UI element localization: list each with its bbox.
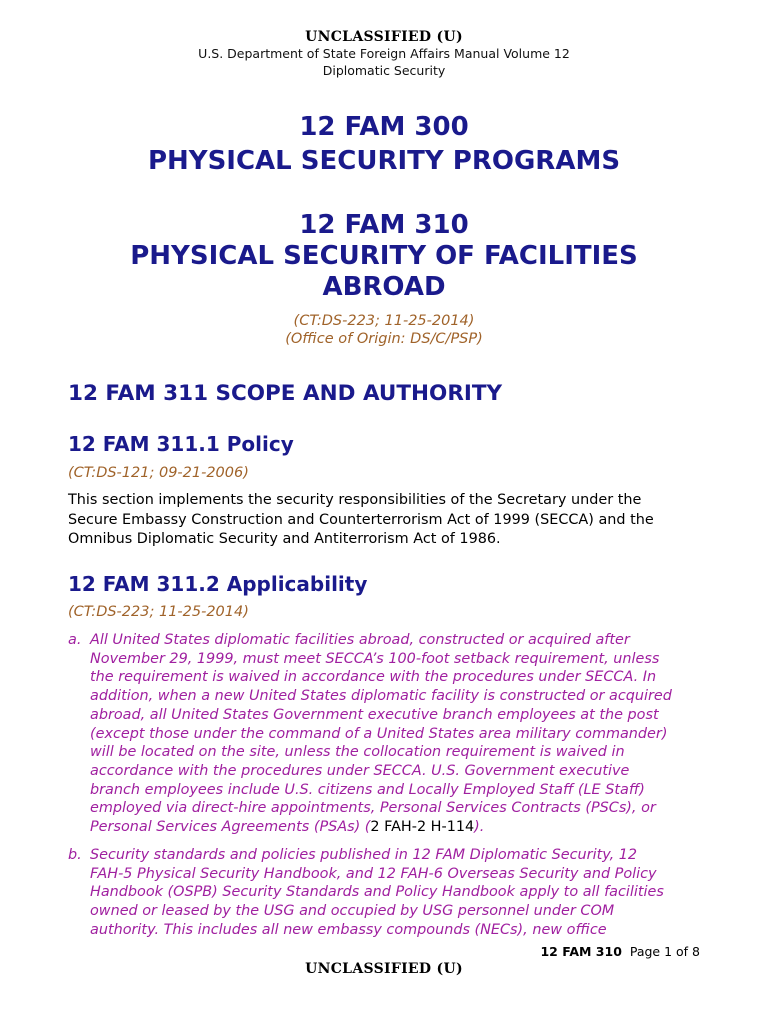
office-of-origin: (Office of Origin: DS/C/PSP) [285, 331, 483, 347]
list-item-b-text [90, 846, 708, 940]
volume-title: Diplomatic Security [322, 63, 446, 78]
classification-footer: UNCLASSIFIED (U) [305, 961, 463, 977]
body-line: Omnibus Diplomatic Security and Antiterrorism Act of 1986. [68, 531, 501, 547]
list-item-b-label: b. [68, 847, 82, 863]
text-line: branch employees include U.S. citizens and Locally Employed Staff (LE Staff) [90, 781, 645, 798]
classification-header: UNCLASSIFIED (U) [305, 29, 463, 45]
text-line: employed via direct-hire appointments, Personal Services Contracts (PSCs), or [90, 800, 656, 817]
text-line: Handbook (OSPB) Security Standards and Policy Handbook apply to all facilities [90, 884, 664, 901]
text-line: the requirement is waived in accordance with the procedures under SECCA. In [90, 669, 657, 686]
text-fragment: Personal Services Agreements (PSAs) ( [90, 819, 371, 836]
section-311-1-heading: 12 FAM 311.1 Policy [68, 432, 294, 456]
body-line: Secure Embassy Construction and Counterterrorism Act of 1999 (SECCA) and the [68, 511, 654, 528]
chapter-title: PHYSICAL SECURITY PROGRAMS [147, 146, 621, 176]
section-311-1-ct: (CT:DS-121; 09-21-2006) [68, 465, 249, 481]
text-line: owned or leased by the USG and occupied by USG personnel under COM [90, 903, 615, 920]
text-fragment: ). [474, 819, 485, 836]
text-line: authority. This includes all new embassy compounds (NECs), new office [90, 921, 607, 938]
text-line: (except those under the command of a United States area military commander) [90, 725, 668, 742]
section-311-1-body [68, 491, 708, 550]
text-line [90, 818, 708, 837]
subchapter-title-line2: ABROAD [322, 272, 446, 302]
subchapter-code: 12 FAM 310 [299, 210, 469, 240]
text-line: FAH-5 Physical Security Handbook, and 12 FAH-6 Overseas Security and Policy [90, 865, 657, 882]
section-311-2-ct: (CT:DS-223; 11-25-2014) [68, 604, 249, 620]
reference-link[interactable]: 2 FAH-2 H-114 [370, 819, 475, 836]
text-line: All United States diplomatic facilities abroad, constructed or acquired after [90, 632, 630, 648]
subchapter-ct: (CT:DS-223; 11-25-2014) [293, 313, 475, 329]
footer-doc-code: 12 FAM 310 [540, 944, 622, 959]
section-311-heading: 12 FAM 311 SCOPE AND AUTHORITY [68, 381, 503, 406]
section-311-2-heading: 12 FAM 311.2 Applicability [68, 572, 368, 596]
body-line: This section implements the security responsibilities of the Secretary under the [68, 492, 642, 508]
text-line: addition, when a new United States diplomatic facility is constructed or acquired [90, 688, 672, 705]
text-line: accordance with the procedures under SECCA. U.S. Government executive [90, 762, 630, 779]
list-item-a-label: a. [68, 632, 82, 648]
subchapter-title-line1: PHYSICAL SECURITY OF FACILITIES [130, 241, 638, 271]
text-line: abroad, all United States Government executive branch employees at the post [90, 706, 659, 723]
page-footer [540, 944, 700, 959]
manual-title: U.S. Department of State Foreign Affairs Manual Volume 12 [198, 46, 570, 61]
chapter-code: 12 FAM 300 [299, 112, 469, 142]
text-line: will be located on the site, unless the collocation requirement is waived in [90, 744, 625, 761]
page-number: Page 1 of 8 [629, 944, 700, 959]
text-line: Security standards and policies published in 12 FAM Diplomatic Security, 12 [90, 847, 638, 863]
list-item-a-text [90, 631, 708, 837]
text-line: November 29, 1999, must meet SECCA’s 100-foot setback requirement, unless [90, 650, 660, 667]
